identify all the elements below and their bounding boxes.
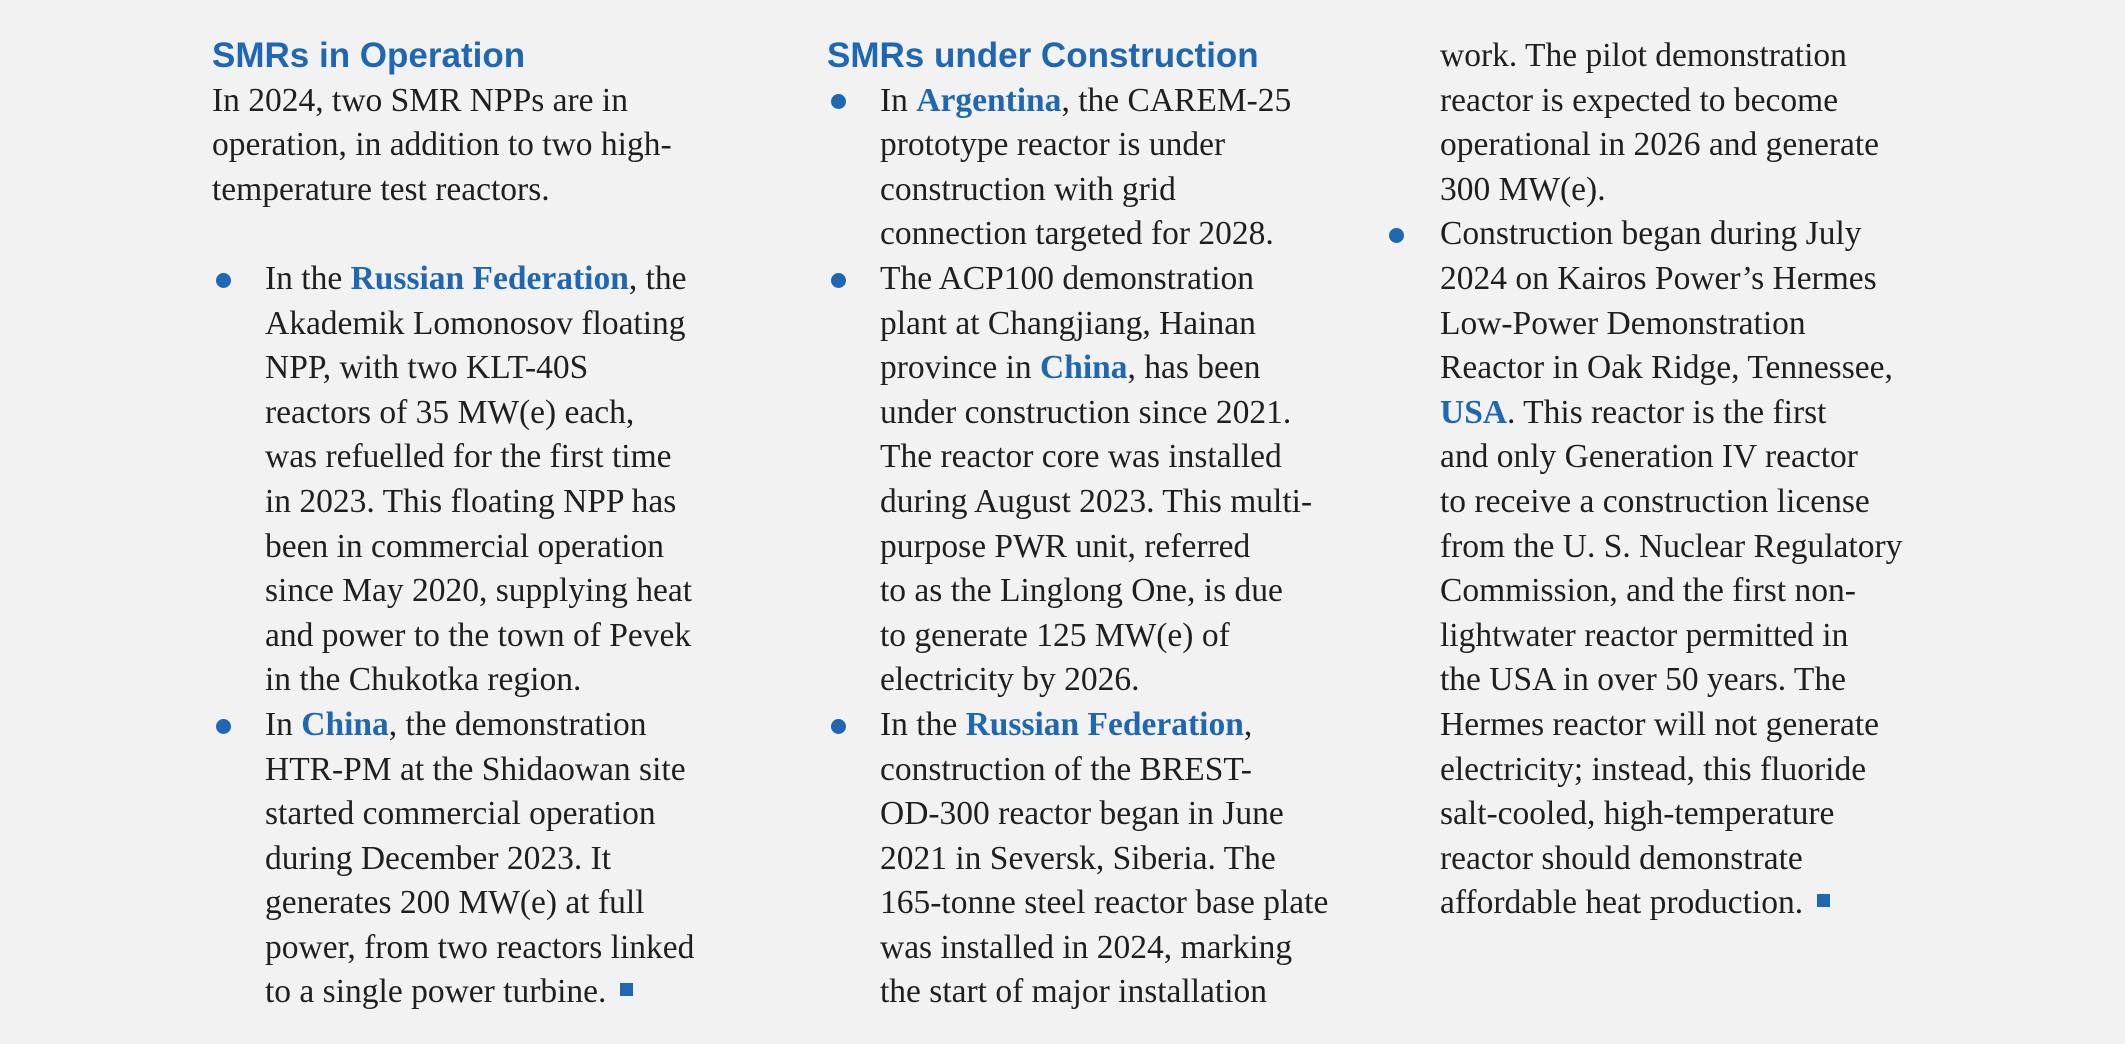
text-line xyxy=(1440,881,2040,926)
text-line: was installed in 2024, marking xyxy=(880,928,1293,966)
text-line: construction of the BREST- xyxy=(880,750,1252,788)
text-line xyxy=(880,79,1407,124)
text-line: been in commercial operation xyxy=(265,527,665,565)
country-keyword: Russian Federation xyxy=(965,705,1244,743)
text-line xyxy=(880,346,1407,391)
text-line: Reactor in Oak Ridge, Tennessee, xyxy=(1440,349,1893,387)
text-line xyxy=(880,703,1407,748)
bullet-icon xyxy=(827,257,880,302)
text-line: lightwater reactor permitted in xyxy=(1440,616,1849,654)
intro-paragraph xyxy=(212,79,772,213)
text-line: plant at Changjiang, Hainan xyxy=(880,304,1256,342)
list-item-argentina-construction xyxy=(827,79,1407,257)
text-line: from the U. S. Nuclear Regulatory xyxy=(1440,527,1903,565)
text-fragment: In the xyxy=(880,705,966,743)
text-line: to receive a construction license xyxy=(1440,482,1870,520)
continued-paragraph xyxy=(1440,34,2040,212)
country-keyword: China xyxy=(301,705,389,743)
list-item-china-operation xyxy=(212,703,772,1015)
bullet-icon xyxy=(212,703,265,748)
text-line: and only Generation IV reactor xyxy=(1440,438,1858,476)
country-keyword: USA xyxy=(1440,393,1508,431)
text-line: electricity by 2026. xyxy=(880,661,1140,699)
spacer xyxy=(212,212,772,257)
country-keyword: China xyxy=(1040,349,1128,387)
bullet-icon xyxy=(827,79,880,124)
text-line: 2021 in Seversk, Siberia. The xyxy=(880,839,1276,877)
text-line: during December 2023. It xyxy=(265,839,612,877)
text-line: prototype reactor is under xyxy=(880,126,1226,164)
text-fragment: , the CAREM-25 xyxy=(1061,81,1292,119)
text-fragment: In xyxy=(880,81,917,119)
list-item-russia-construction xyxy=(827,703,1407,1015)
text-fragment: In xyxy=(265,705,302,743)
text-line: The reactor core was installed xyxy=(880,438,1282,476)
column-continuation xyxy=(1440,34,2040,926)
text-line: 300 MW(e). xyxy=(1440,170,1606,208)
text-line: In 2024, two SMR NPPs are in xyxy=(212,81,628,119)
text-line: in 2023. This floating NPP has xyxy=(265,482,677,520)
text-line: temperature test reactors. xyxy=(212,170,550,208)
country-keyword: Russian Federation xyxy=(350,259,629,297)
bullet-icon xyxy=(212,257,265,302)
text-line xyxy=(265,970,772,1015)
end-of-article-icon xyxy=(1817,894,1830,907)
text-fragment: In the xyxy=(265,259,351,297)
text-line: reactors of 35 MW(e) each, xyxy=(265,393,635,431)
text-line: salt-cooled, high-temperature xyxy=(1440,795,1835,833)
bullet-icon xyxy=(827,703,880,748)
column-smrs-under-construction xyxy=(827,34,1407,1015)
text-line: the start of major installation xyxy=(880,973,1268,1011)
text-fragment: province in xyxy=(880,349,1041,387)
text-line: generates 200 MW(e) at full xyxy=(265,884,645,922)
text-line: Hermes reactor will not generate xyxy=(1440,705,1880,743)
text-line: 2024 on Kairos Power’s Hermes xyxy=(1440,259,1877,297)
text-line: NPP, with two KLT-40S xyxy=(265,349,589,387)
text-line: during August 2023. This multi- xyxy=(880,482,1313,520)
text-line: construction with grid xyxy=(880,170,1176,208)
text-line xyxy=(265,257,772,302)
list-item-usa-construction xyxy=(1385,212,2040,926)
text-line: and power to the town of Pevek xyxy=(265,616,692,654)
text-line: under construction since 2021. xyxy=(880,393,1292,431)
text-line: purpose PWR unit, referred xyxy=(880,527,1251,565)
text-line: started commercial operation xyxy=(265,795,656,833)
text-line: to as the Linglong One, is due xyxy=(880,572,1283,610)
text-line: operation, in addition to two high- xyxy=(212,126,672,164)
text-line xyxy=(1440,391,2040,436)
text-line: 165-tonne steel reactor base plate xyxy=(880,884,1329,922)
column-smrs-in-operation xyxy=(212,34,772,1015)
text-line: Akademik Lomonosov floating xyxy=(265,304,686,342)
text-fragment: , has been xyxy=(1127,349,1261,387)
country-keyword: Argentina xyxy=(916,81,1062,119)
end-of-article-icon xyxy=(620,983,633,996)
text-line: Commission, and the first non- xyxy=(1440,572,1856,610)
text-line: OD-300 reactor began in June xyxy=(880,795,1284,833)
text-fragment: , xyxy=(1243,705,1253,743)
text-line: HTR-PM at the Shidaowan site xyxy=(265,750,686,788)
text-line: to generate 125 MW(e) of xyxy=(880,616,1230,654)
text-line: operational in 2026 and generate xyxy=(1440,126,1880,164)
list-item-russia-operation xyxy=(212,257,772,703)
text-line: in the Chukotka region. xyxy=(265,661,582,699)
bullet-icon xyxy=(1385,212,1438,257)
text-fragment: to a single power turbine. xyxy=(265,973,607,1011)
text-line: The ACP100 demonstration xyxy=(880,259,1255,297)
text-line: since May 2020, supplying heat xyxy=(265,572,693,610)
text-line: the USA in over 50 years. The xyxy=(1440,661,1846,699)
text-line: reactor is expected to become xyxy=(1440,81,1839,119)
text-line xyxy=(265,703,772,748)
section-heading-smrs-under-construction: SMRs under Construction xyxy=(827,36,1259,75)
text-fragment: , the xyxy=(628,259,687,297)
text-line: reactor should demonstrate xyxy=(1440,839,1803,877)
text-line: electricity; instead, this fluoride xyxy=(1440,750,1867,788)
text-fragment: . This reactor is the first xyxy=(1507,393,1827,431)
text-line: was refuelled for the first time xyxy=(265,438,672,476)
section-heading-smrs-in-operation: SMRs in Operation xyxy=(212,36,526,75)
list-item-china-construction xyxy=(827,257,1407,703)
text-line: power, from two reactors linked xyxy=(265,928,695,966)
text-fragment: , the demonstration xyxy=(388,705,647,743)
text-fragment: affordable heat production. xyxy=(1440,884,1804,922)
text-line: connection targeted for 2028. xyxy=(880,215,1274,253)
text-line: Construction began during July xyxy=(1440,215,1862,253)
text-line: Low-Power Demonstration xyxy=(1440,304,1806,342)
text-line: work. The pilot demonstration xyxy=(1440,37,1847,74)
